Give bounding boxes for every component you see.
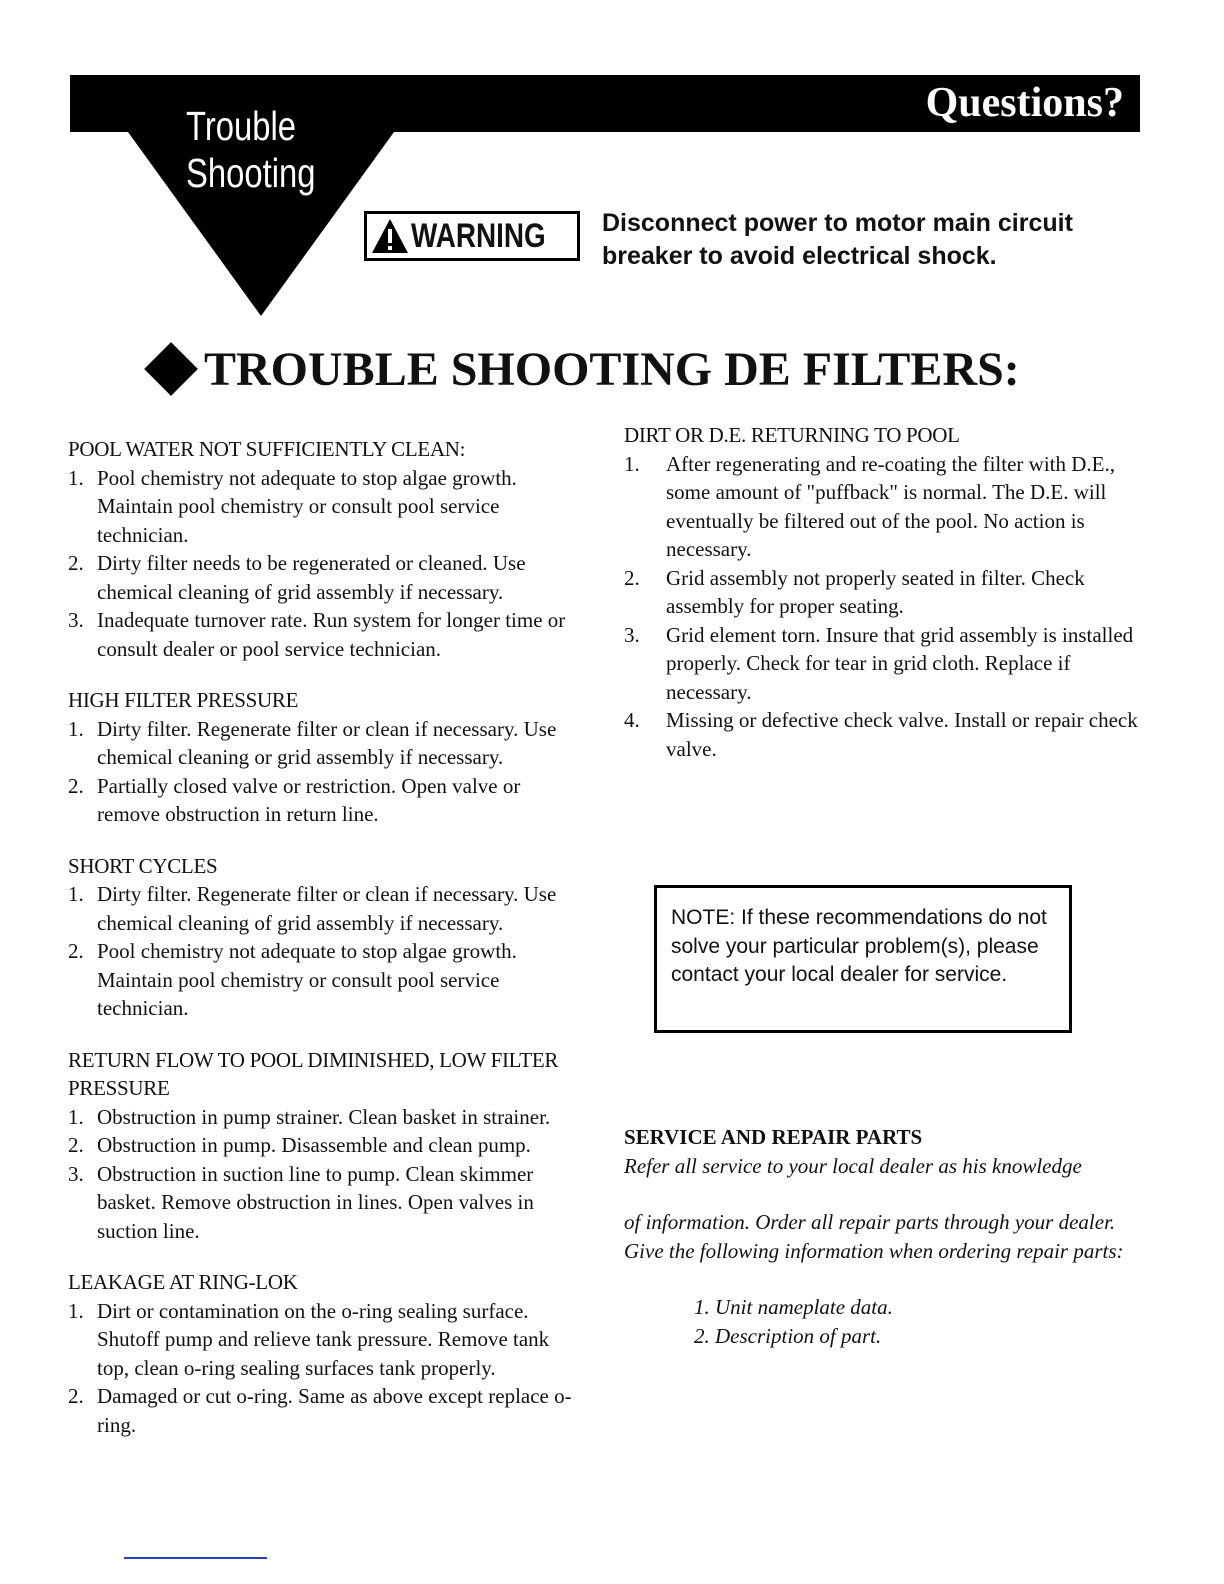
section-title: RETURN FLOW TO POOL DIMINISHED, LOW FILTER PRESSURE [68,1047,559,1100]
section-title: LEAKAGE AT RING-LOK [68,1270,298,1294]
section-title: POOL WATER NOT SUFFICIENTLY CLEAN: [68,437,466,461]
list-item: 1. Dirty filter. Regenerate filter or clean if necessary. Use chemical cleaning of grid assembly if necessary. [68,882,557,935]
section-return-flow [68,1046,578,1246]
service-section [624,1123,1144,1350]
list-item: 2. Pool chemistry not adequate to stop algae growth. Maintain pool chemistry or consult pool service technician. [68,939,517,1020]
service-line-1: Refer all service to your local dealer as his knowledge [624,1153,1082,1178]
diamond-bullet-icon [144,342,198,396]
service-line-2: of information. Order all repair parts through your dealer. Give the following information when ordering repair parts: [624,1210,1124,1263]
warning-message [602,207,1142,273]
warning-badge [364,211,580,261]
section-leakage-ring-lok [68,1268,578,1439]
section-title: HIGH FILTER PRESSURE [68,688,299,712]
list-item: 3. Obstruction in suction line to pump. Clean skimmer basket. Remove obstruction in lines. Open valves in suction line. [68,1161,534,1243]
section-pool-water [68,435,578,663]
warning-line-1: Disconnect power to motor main circuit [602,209,1073,237]
section-dirt-returning [624,421,1144,763]
section-title: SHORT CYCLES [68,853,218,878]
right-column [624,421,1144,786]
list-item: 1. After regenerating and re-coating the filter with D.E., some amount of "puffback" is normal. The D.E. will eventually be filtered out of the pool. No action is necessary. [624,451,1115,561]
section-title: DIRT OR D.E. RETURNING TO POOL [624,423,960,447]
list-item: 4. Missing or defective check valve. Install or repair check valve. [624,708,1138,761]
page-title [144,340,1094,400]
list-item: 1. Dirt or contamination on the o-ring sealing surface. Shutoff pump and relieve tank pressure. Remove tank top, clean o-ring sealing surfaces tank properly. [68,1298,550,1380]
page-title-text: TROUBLE SHOOTING DE FILTERS: [204,343,1020,396]
list-item: 3. Grid element torn. Insure that grid assembly is installed properly. Check for tear in grid cloth. Replace if necessary. [624,622,1134,704]
list-item: 3. Inadequate turnover rate. Run system for longer time or consult dealer or pool service technician. [68,608,566,661]
list-item: 2. Grid assembly not properly seated in filter. Check assembly for proper seating. [624,565,1085,618]
list-item: 2. Partially closed valve or restriction. Open valve or remove obstruction in return line. [68,773,521,826]
left-column [68,435,578,1462]
questions-title: Questions? [925,80,1124,126]
section-short-cycles [68,852,578,1023]
list-item: 1. Obstruction in pump strainer. Clean basket in strainer. [68,1104,551,1129]
footer-rule [124,1557,267,1559]
warning-triangle-icon [371,218,409,254]
warning-label: WARNING [411,216,546,255]
list-item: 2. Damaged or cut o-ring. Same as above except replace o-ring. [68,1384,572,1437]
list-item: 2. Obstruction in pump. Disassemble and clean pump. [68,1133,531,1157]
note-box: NOTE: If these recommendations do not solve your particular problem(s), please contact your local dealer for service. [654,885,1072,1033]
list-item: 1. Pool chemistry not adequate to stop algae growth. Maintain pool chemistry or consult pool service technician. [68,465,517,547]
list-item: 2. Description of part. [694,1323,882,1348]
list-item: 2. Dirty filter needs to be regenerated or cleaned. Use chemical cleaning of grid assembly if necessary. [68,551,526,604]
triangle-line-1: Trouble [186,103,296,149]
section-high-filter-pressure [68,686,578,829]
service-body [624,1152,1144,1266]
service-parts-list [694,1293,1144,1350]
warning-line-2: breaker to avoid electrical shock. [602,242,997,270]
trouble-shooting-label [186,103,314,197]
triangle-line-2: Shooting [186,150,316,196]
list-item: 1. Unit nameplate data. [694,1295,893,1319]
service-title: SERVICE AND REPAIR PARTS [624,1125,923,1149]
list-item: 1. Dirty filter. Regenerate filter or clean if necessary. Use chemical cleaning or grid assembly if necessary. [68,716,557,769]
